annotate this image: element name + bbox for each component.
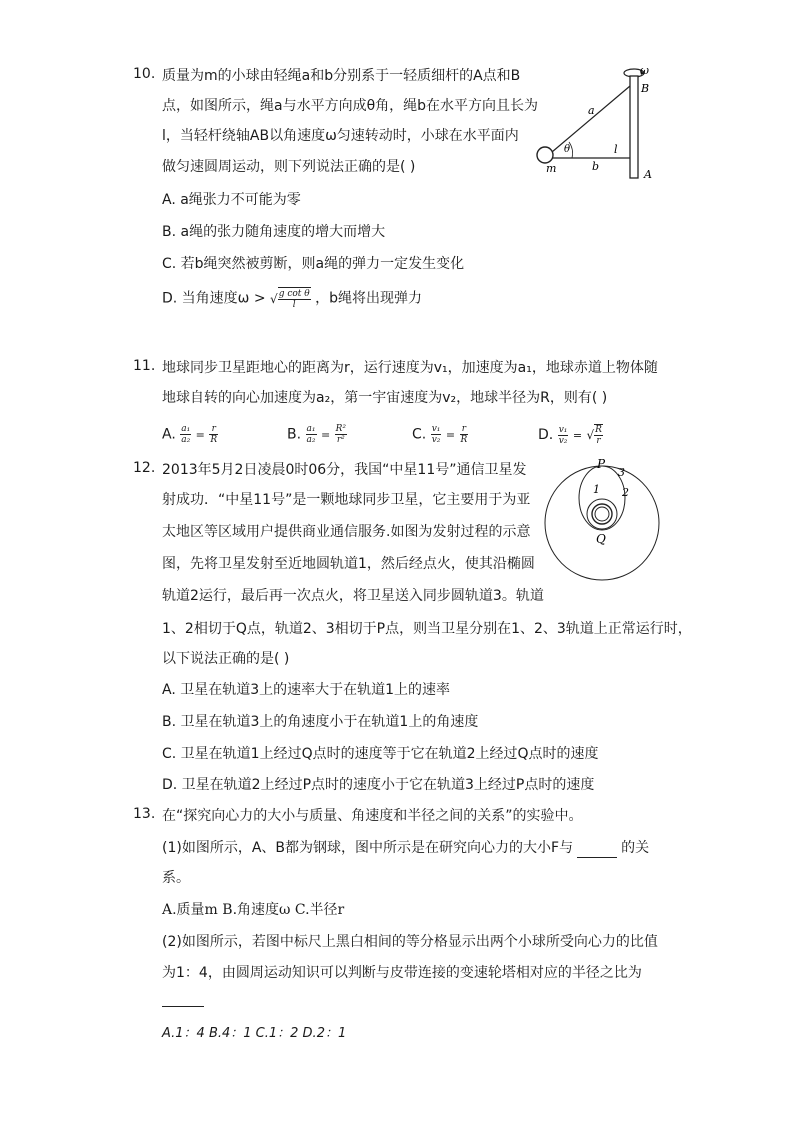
part-2-options: A.1：4 B.4：1 C.1：2 D.2：1 (162, 1026, 347, 1041)
option-b: B. $\frac{\text{a₁}}{\text{a₂}}$ = $\frac{\text{R²}}{\text{r²}}$ (287, 424, 347, 445)
question-line: 太地区等区域用户提供商业通信服务.如图为发射过程的示意 (162, 524, 531, 540)
point-p-label: P (597, 458, 606, 471)
question-line: 质量为m的小球由轻绳a和b分别系于一轻质细杆的A点和B (162, 68, 521, 84)
question-line: 为1：4，由圆周运动知识可以判断与皮带连接的变速轮塔相对应的半径之比为 (162, 965, 642, 981)
option-a: A. $\frac{\text{a₁}}{\text{a₂}}$ = $\frac{r}{R}$ (162, 424, 218, 445)
question-line: 地球同步卫星距地心的距离为r，运行速度为v₁，加速度为a₁，地球赤道上物体随 (162, 360, 658, 376)
point-q-label: Q (596, 532, 606, 546)
question-line: 射成功．“中星11号”是一颗地球同步卫星，它主要用于为亚 (162, 492, 531, 508)
radical-fraction: $\frac{\text{g cot θ}}{l}$ (278, 289, 310, 310)
option-b: B. 卫星在轨道3上的角速度小于在轨道1上的角速度 (162, 714, 479, 730)
option-d: D. $\frac{\text{v₁}}{\text{v₂}}$ = √ $\frac{R}{r}$ (538, 424, 602, 446)
option-c: C. $\frac{\text{v₁}}{\text{v₂}}$ = $\frac{r}{R}$ (412, 424, 468, 445)
option-d: D. 当角速度ω > √ $\frac{\text{g cot θ}}{l}$ ，b绳将出现弹力 (162, 289, 423, 310)
option-d: D. 卫星在轨道2上经过P点时的速度小于它在轨道3上经过P点时的速度 (162, 777, 595, 793)
question-line: 轨道2运行，最后再一次点火，将卫星送入同步圆轨道3。轨道 (162, 588, 544, 604)
question-line: 1、2相切于Q点，轨道2、3相切于P点，则当卫星分别在1、2、3轨道上正常运行时， (162, 621, 692, 637)
option-c: C. 卫星在轨道1上经过Q点时的速度等于它在轨道2上经过Q点时的速度 (162, 746, 599, 762)
orbit-1-label: 1 (593, 483, 600, 496)
option-a: A. 卫星在轨道3上的速率大于在轨道1上的速率 (162, 682, 451, 698)
part-1-options: A.质量m B.角速度ω C.半径r (162, 902, 345, 918)
option-b: B. a绳的张力随角速度的增大而增大 (162, 224, 386, 240)
orbit-diagram (542, 458, 664, 586)
question-line: 地球自转的向心加速度为a₂，第一宇宙速度为v₂，地球半径为R，则有( ) (162, 390, 608, 406)
question-line: 以下说法正确的是( ) (162, 651, 290, 667)
option-d-suffix: ，b绳将出现弹力 (315, 290, 423, 307)
point-a-label: A (644, 168, 652, 181)
question-line: l，当轻杆绕轴AB以角速度ω匀速转动时，小球在水平面内 (162, 128, 519, 144)
mass-m-label: m (546, 162, 557, 175)
question-line: (2)如图所示，若图中标尺上黑白相间的等分格显示出两个小球所受向心力的比值 (162, 934, 658, 950)
string-b-label: b (592, 160, 600, 173)
option-c: C. 若b绳突然被剪断，则a绳的弹力一定发生变化 (162, 256, 465, 272)
question-line: 图，先将卫星发射至近地圆轨道1，然后经点火，使其沿椭圆 (162, 556, 535, 572)
question-number: 11. (133, 358, 156, 374)
answer-blank[interactable] (577, 843, 617, 858)
question-line: 系。 (162, 870, 190, 886)
option-d-prefix: D. 当角速度ω > (162, 290, 266, 307)
option-a: A. a绳张力不可能为零 (162, 192, 301, 208)
answer-blank[interactable] (162, 1006, 204, 1007)
question-line: 做匀速圆周运动，则下列说法正确的是( ) (162, 159, 416, 175)
part-1-line: (1)如图所示，A、B都为钢球，图中所示是在研究向心力的大小F与 的关 (162, 840, 650, 856)
orbit-2-label: 2 (622, 486, 629, 499)
rod-ball-diagram (528, 60, 670, 184)
question-number: 10. (133, 66, 156, 82)
question-line: 在“探究向心力的大小与质量、角速度和半径之间的关系”的实验中。 (162, 808, 583, 824)
omega-label: ω (640, 64, 649, 77)
question-line: 2013年5月2日凌晨0时06分，我国“中星11号”通信卫星发 (162, 462, 527, 478)
theta-label: θ (564, 144, 571, 155)
question-line: 点，如图所示，绳a与水平方向成θ角，绳b在水平方向且长为 (162, 98, 539, 114)
question-number: 13. (133, 806, 156, 822)
question-number: 12. (133, 460, 156, 476)
length-l-label: l (614, 143, 618, 156)
string-a-label: a (588, 104, 595, 117)
orbit-3-label: 3 (618, 466, 625, 479)
point-b-label: B (641, 82, 650, 95)
